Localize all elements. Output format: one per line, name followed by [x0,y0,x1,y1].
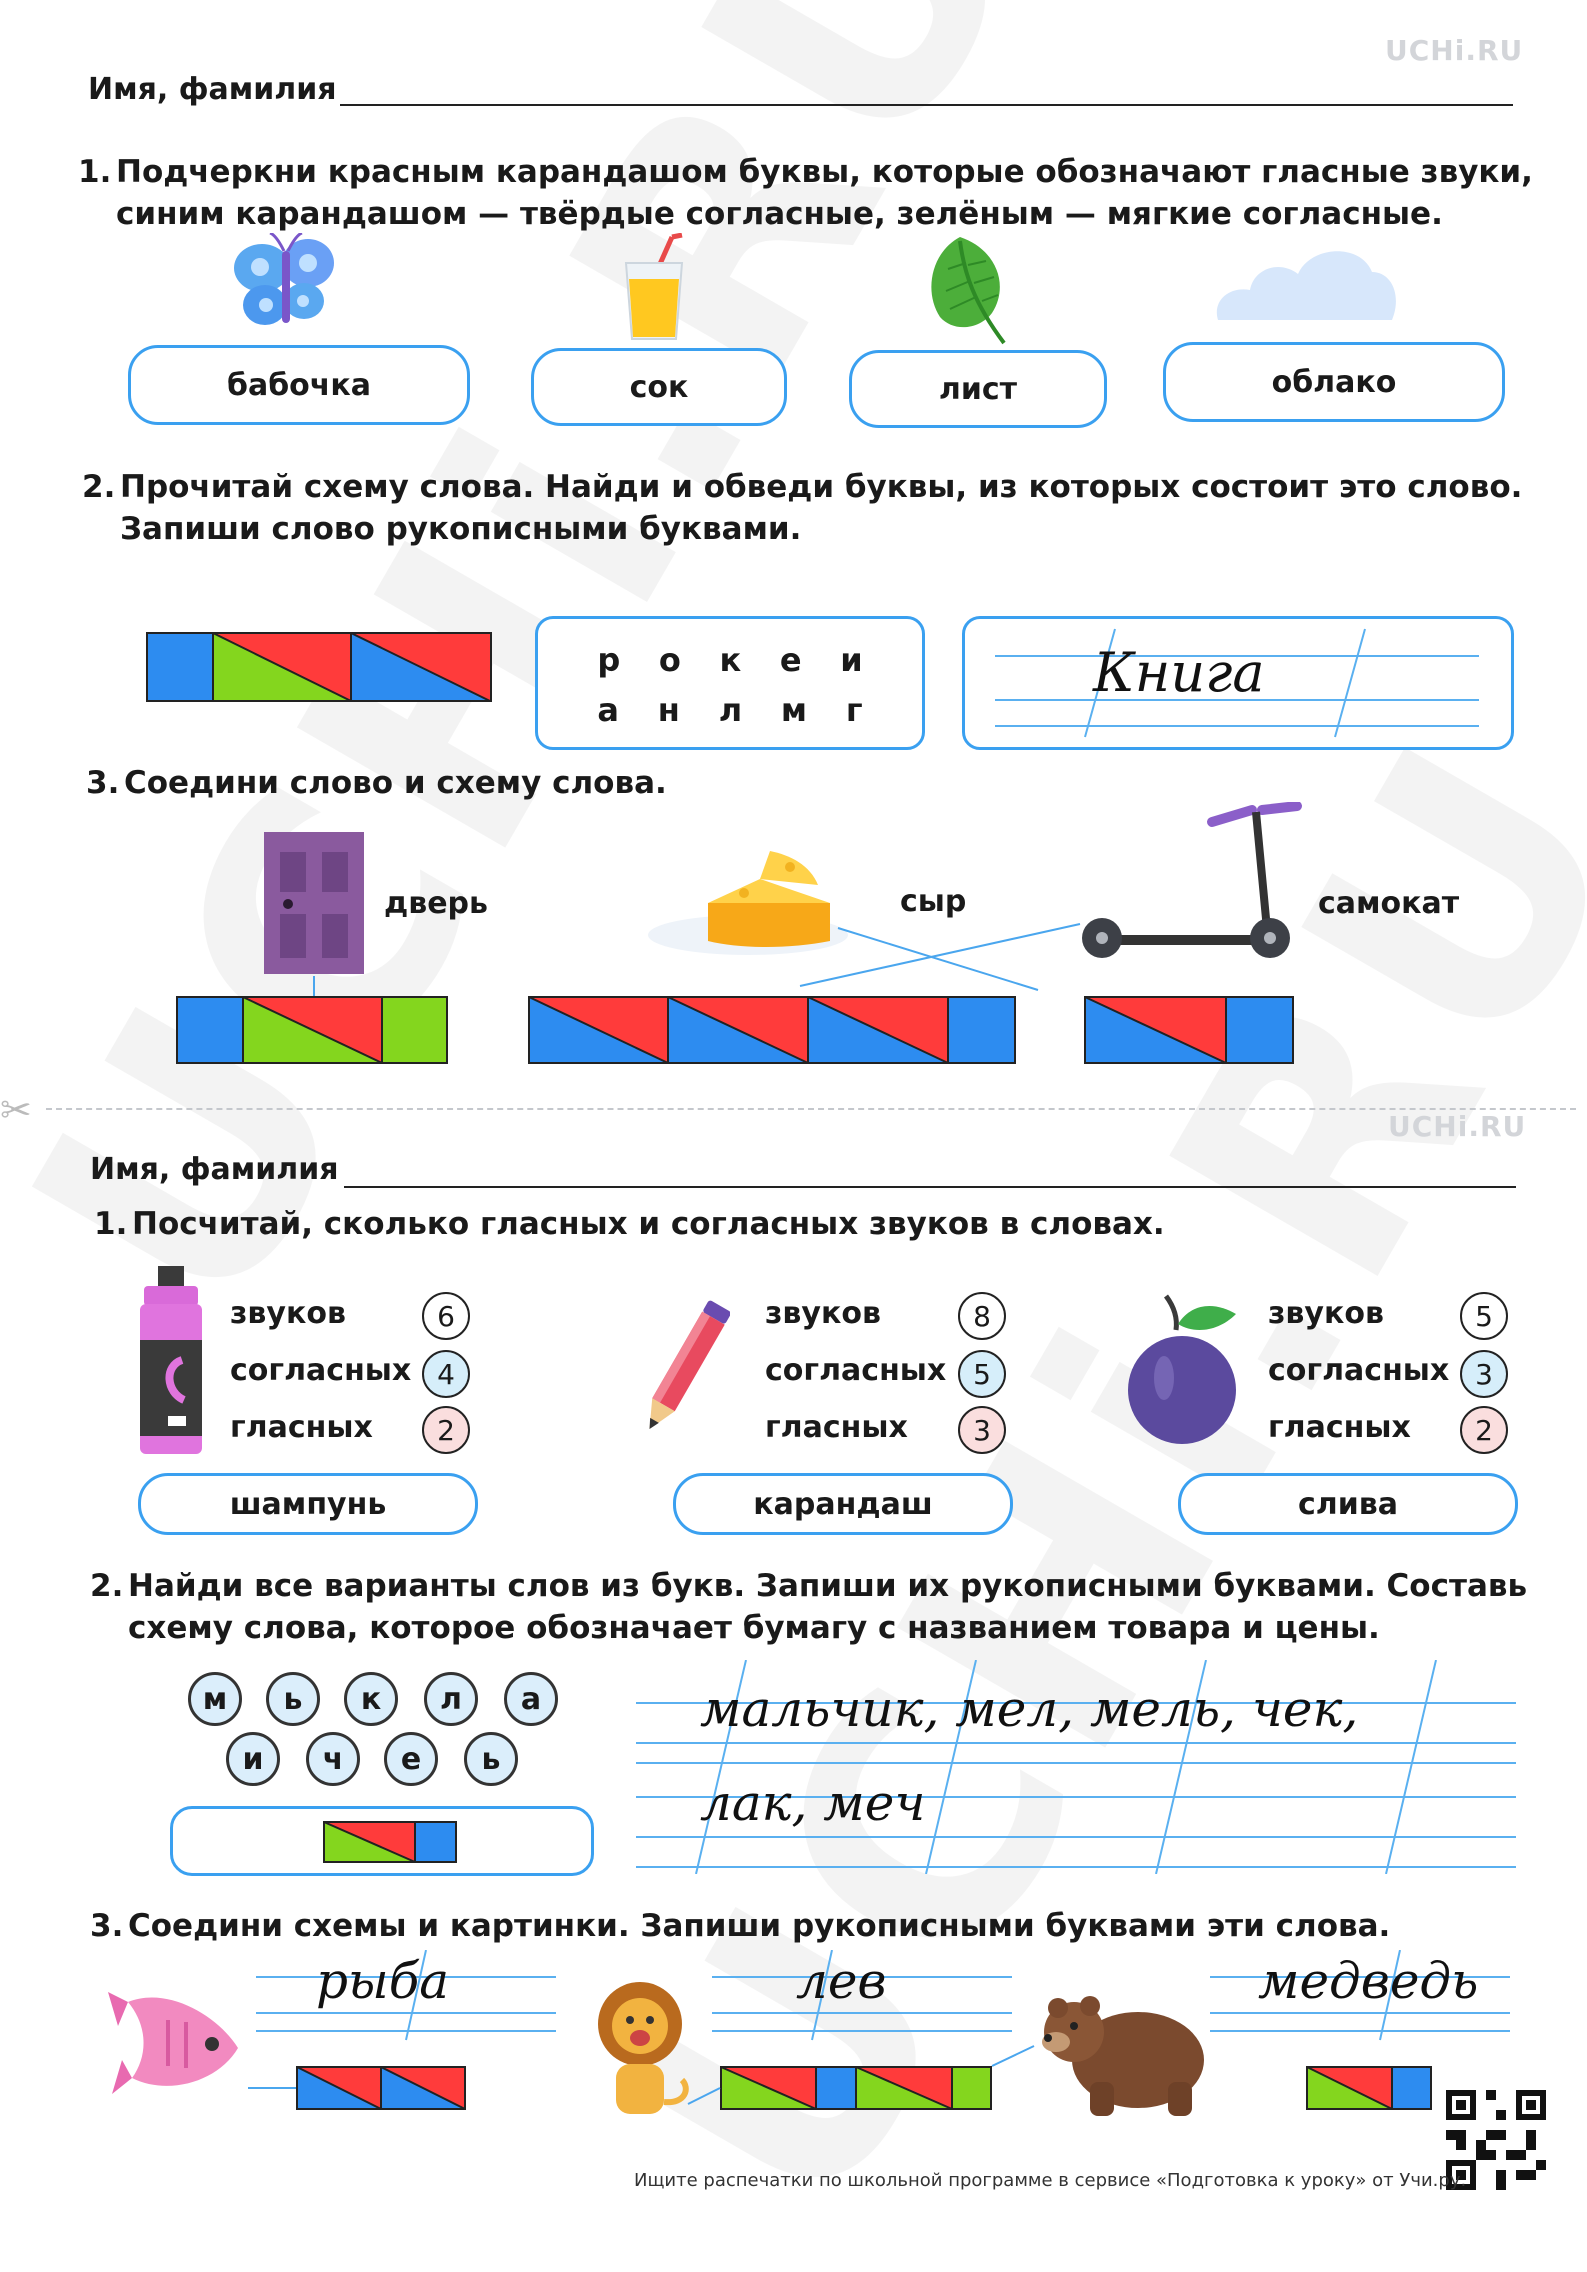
row-label: звуков [230,1296,346,1331]
word-label: сыр [900,884,967,919]
letter-bubble[interactable]: и [226,1732,280,1786]
connector-lines [0,1900,1587,2160]
word-label: бабочка [227,367,371,403]
task-number: 1. [94,1206,128,1242]
letter-bubble[interactable]: к [344,1672,398,1726]
letter-bubble[interactable]: е [384,1732,438,1786]
handwritten-answer: рыба [316,1952,450,2010]
task-text: Прочитай схему слова. Найди и обведи буквы, из которых состоит это слово. [120,469,1523,505]
plum-icon [1126,1290,1244,1446]
row-label: звуков [1268,1296,1384,1331]
row-label: согласных [230,1353,412,1388]
brand-logo: UCHi.RU [1388,1110,1527,1143]
task-number: 3. [86,765,120,801]
task-number: 2. [82,469,116,505]
task-text: схему слова, которое обозначает бумагу с названием товара и цены. [128,1610,1380,1646]
word-label: сок [629,369,689,405]
letter-bubble[interactable]: ч [306,1732,360,1786]
word-label: лист [938,371,1018,407]
sounds-count[interactable]: 8 [958,1292,1006,1340]
scheme-box[interactable] [170,1806,594,1876]
row-label: согласных [765,1353,947,1388]
letter[interactable]: е [779,641,802,679]
task-text: Посчитай, сколько гласных и согласных звуков в словах. [132,1206,1165,1242]
vowels-count[interactable]: 3 [958,1406,1006,1454]
sounds-count[interactable]: 6 [422,1292,470,1340]
word-label: шампунь [229,1486,387,1522]
shampoo-icon [138,1266,204,1456]
word-label: слива [1297,1486,1398,1522]
letter[interactable]: м [780,691,808,729]
consonants-count[interactable]: 3 [1460,1350,1508,1398]
row-label: гласных [1268,1410,1411,1445]
letter-bubble[interactable]: ь [266,1672,320,1726]
row-label: гласных [230,1410,373,1445]
scissors-icon: ✂ [0,1088,32,1132]
letter-bubble[interactable]: а [504,1672,558,1726]
row-label: звуков [765,1296,881,1331]
handwritten-answer: медведь [1258,1952,1479,2010]
letter-bubble[interactable]: ь [464,1732,518,1786]
cut-line [46,1108,1576,1110]
handwritten-answer: лак, меч [700,1774,926,1832]
word-card [138,1473,478,1535]
consonants-count[interactable]: 4 [422,1350,470,1398]
word-scheme [323,1821,457,1863]
letter-bubble[interactable]: м [188,1672,242,1726]
row-label: согласных [1268,1353,1450,1388]
handwritten-answer: мальчик, мел, мель, чек, [700,1680,1359,1738]
letter[interactable]: а [597,691,619,729]
brand-logo: UCHi.RU [1385,34,1524,67]
letter[interactable]: о [658,641,681,679]
handwritten-answer: лев [796,1952,887,2010]
task-text: Соедини схемы и картинки. Запиши рукописными буквами эти слова. [128,1908,1391,1944]
vowels-count[interactable]: 2 [422,1406,470,1454]
name-line[interactable] [344,1186,1516,1188]
word-label: карандаш [753,1486,933,1522]
connector-lines [0,0,1587,1100]
consonants-count[interactable]: 5 [958,1350,1006,1398]
task-number: 1. [78,154,112,190]
task-text: Соедини слово и схему слова. [124,765,667,801]
word-scheme [176,996,448,1064]
word-card [1178,1473,1518,1535]
letter[interactable]: н [657,691,680,729]
footer-text: Ищите распечатки по школьной программе в сервисе «Подготовка к уроку» от Учи.ру. [634,2170,1467,2191]
name-label: Имя, фамилия [90,1152,339,1187]
task-text: Запиши слово рукописными буквами. [120,511,802,547]
task-number: 2. [90,1568,124,1604]
word-label: самокат [1318,886,1460,921]
letter[interactable]: р [597,641,621,679]
task-text: синим карандашом — твёрдые согласные, зелёным — мягкие согласные. [116,196,1443,232]
word-scheme [1084,996,1294,1064]
word-label: облако [1271,364,1397,400]
vowels-count[interactable]: 2 [1460,1406,1508,1454]
pencil-icon [636,1296,730,1446]
row-label: гласных [765,1410,908,1445]
name-label: Имя, фамилия [88,72,337,107]
handwritten-answer: Книга [1093,641,1265,704]
letter[interactable]: и [840,641,863,679]
letter[interactable]: к [719,641,742,679]
letter[interactable]: л [718,691,743,729]
word-scheme [528,996,1016,1064]
word-card [673,1473,1013,1535]
task-number: 3. [90,1908,124,1944]
word-label: дверь [384,886,489,921]
task-text: Подчеркни красным карандашом буквы, которые обозначают гласные звуки, [116,154,1533,190]
task-text: Найди все варианты слов из букв. Запиши их рукописными буквами. Составь [128,1568,1528,1604]
sounds-count[interactable]: 5 [1460,1292,1508,1340]
letter[interactable]: г [845,691,863,729]
letter-bubble[interactable]: л [424,1672,478,1726]
